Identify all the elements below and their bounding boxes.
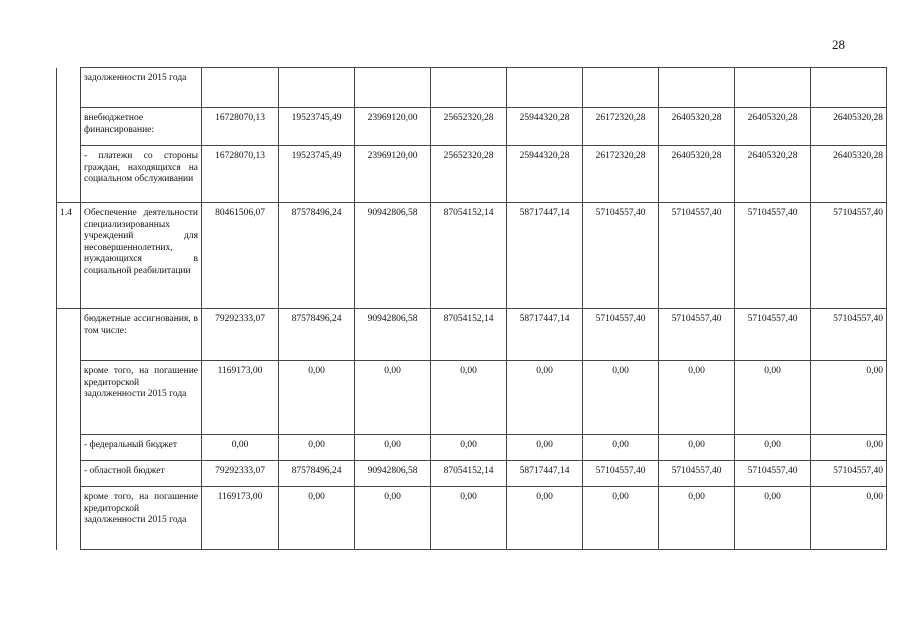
value-cell: 26405320,28 [659, 108, 735, 146]
value-cell: 0,00 [507, 361, 583, 435]
value-cell [279, 68, 355, 108]
value-cell: 57104557,40 [811, 309, 887, 361]
value-cell: 25944320,28 [507, 108, 583, 146]
table-row [57, 487, 887, 550]
row-description-cell: внебюджетное финансирование: [81, 108, 202, 146]
row-description-cell: кроме того, на погашение кредиторской задолженности 2015 года [81, 361, 202, 435]
value-cell: 90942806,58 [355, 203, 431, 309]
value-cell: 26405320,28 [735, 146, 811, 203]
value-cell: 0,00 [279, 361, 355, 435]
value-cell: 16728070,13 [202, 108, 279, 146]
value-cell: 25652320,28 [431, 146, 507, 203]
value-cell: 26172320,28 [583, 108, 659, 146]
table-row [57, 108, 887, 146]
value-cell: 57104557,40 [583, 203, 659, 309]
value-cell: 87578496,24 [279, 203, 355, 309]
value-cell: 57104557,40 [583, 309, 659, 361]
row-description-cell: - федеральный бюджет [81, 435, 202, 461]
value-cell: 16728070,13 [202, 146, 279, 203]
table-row [57, 309, 887, 361]
table-row [57, 203, 887, 309]
value-cell: 0,00 [431, 361, 507, 435]
value-cell: 0,00 [811, 487, 887, 550]
value-cell [202, 68, 279, 108]
table-row [57, 68, 887, 108]
value-cell: 0,00 [659, 361, 735, 435]
value-cell: 26405320,28 [735, 108, 811, 146]
row-index-cell [57, 435, 81, 461]
row-index-cell [57, 487, 81, 550]
value-cell: 0,00 [811, 435, 887, 461]
value-cell: 87054152,14 [431, 309, 507, 361]
value-cell: 26405320,28 [659, 146, 735, 203]
table-row [57, 361, 887, 435]
value-cell: 0,00 [507, 487, 583, 550]
value-cell: 58717447,14 [507, 461, 583, 487]
value-cell: 57104557,40 [735, 461, 811, 487]
row-description-cell: Обеспечение деятельности специализированных учреждений для несовершеннолетних, нуждающихся в социальной реабилитации [81, 203, 202, 309]
value-cell: 0,00 [202, 435, 279, 461]
table-row [57, 461, 887, 487]
page-number: 28 [832, 37, 845, 52]
row-description-cell: - областной бюджет [81, 461, 202, 487]
value-cell: 0,00 [583, 361, 659, 435]
value-cell: 26405320,28 [811, 108, 887, 146]
value-cell: 0,00 [659, 435, 735, 461]
row-index-cell [57, 108, 81, 146]
value-cell: 57104557,40 [811, 461, 887, 487]
value-cell: 57104557,40 [735, 203, 811, 309]
value-cell: 0,00 [431, 487, 507, 550]
value-cell: 0,00 [355, 361, 431, 435]
row-index-cell [57, 309, 81, 361]
value-cell [431, 68, 507, 108]
value-cell: 19523745,49 [279, 146, 355, 203]
value-cell: 0,00 [279, 435, 355, 461]
value-cell: 19523745,49 [279, 108, 355, 146]
value-cell: 87054152,14 [431, 203, 507, 309]
value-cell: 79292333,07 [202, 309, 279, 361]
value-cell: 80461506,07 [202, 203, 279, 309]
value-cell: 87578496,24 [279, 461, 355, 487]
value-cell: 0,00 [583, 487, 659, 550]
value-cell: 57104557,40 [659, 309, 735, 361]
value-cell: 57104557,40 [735, 309, 811, 361]
value-cell: 1169173,00 [202, 487, 279, 550]
value-cell: 57104557,40 [659, 203, 735, 309]
value-cell: 0,00 [355, 435, 431, 461]
table-row [57, 146, 887, 203]
value-cell: 1169173,00 [202, 361, 279, 435]
row-index-cell [57, 68, 81, 108]
budget-table [56, 67, 887, 550]
value-cell: 0,00 [507, 435, 583, 461]
row-index-cell [57, 361, 81, 435]
value-cell: 0,00 [431, 435, 507, 461]
row-description-cell: кроме того, на погашение кредиторской задолженности 2015 года [81, 487, 202, 550]
value-cell: 57104557,40 [583, 461, 659, 487]
value-cell: 0,00 [659, 487, 735, 550]
value-cell: 0,00 [735, 435, 811, 461]
value-cell: 23969120,00 [355, 146, 431, 203]
value-cell: 26405320,28 [811, 146, 887, 203]
value-cell [507, 68, 583, 108]
value-cell: 87054152,14 [431, 461, 507, 487]
table-body [57, 68, 887, 550]
value-cell: 0,00 [811, 361, 887, 435]
row-index-cell [57, 146, 81, 203]
value-cell: 26172320,28 [583, 146, 659, 203]
value-cell: 0,00 [735, 487, 811, 550]
value-cell: 25944320,28 [507, 146, 583, 203]
value-cell [355, 68, 431, 108]
value-cell: 23969120,00 [355, 108, 431, 146]
value-cell: 57104557,40 [659, 461, 735, 487]
value-cell: 90942806,58 [355, 309, 431, 361]
value-cell [811, 68, 887, 108]
value-cell: 25652320,28 [431, 108, 507, 146]
value-cell: 0,00 [735, 361, 811, 435]
row-index-cell [57, 461, 81, 487]
value-cell: 58717447,14 [507, 203, 583, 309]
value-cell: 57104557,40 [811, 203, 887, 309]
row-description-cell: задолженности 2015 года [81, 68, 202, 108]
row-description-cell: - платежи со стороны граждан, находящихся на социальном обслуживании [81, 146, 202, 203]
value-cell: 58717447,14 [507, 309, 583, 361]
value-cell: 0,00 [279, 487, 355, 550]
value-cell [735, 68, 811, 108]
value-cell [659, 68, 735, 108]
value-cell: 0,00 [583, 435, 659, 461]
value-cell [583, 68, 659, 108]
row-description-cell: бюджетные ассигнования, в том числе: [81, 309, 202, 361]
row-index-cell: 1.4 [57, 203, 81, 309]
value-cell: 0,00 [355, 487, 431, 550]
table-row [57, 435, 887, 461]
value-cell: 79292333,07 [202, 461, 279, 487]
value-cell: 87578496,24 [279, 309, 355, 361]
value-cell: 90942806,58 [355, 461, 431, 487]
